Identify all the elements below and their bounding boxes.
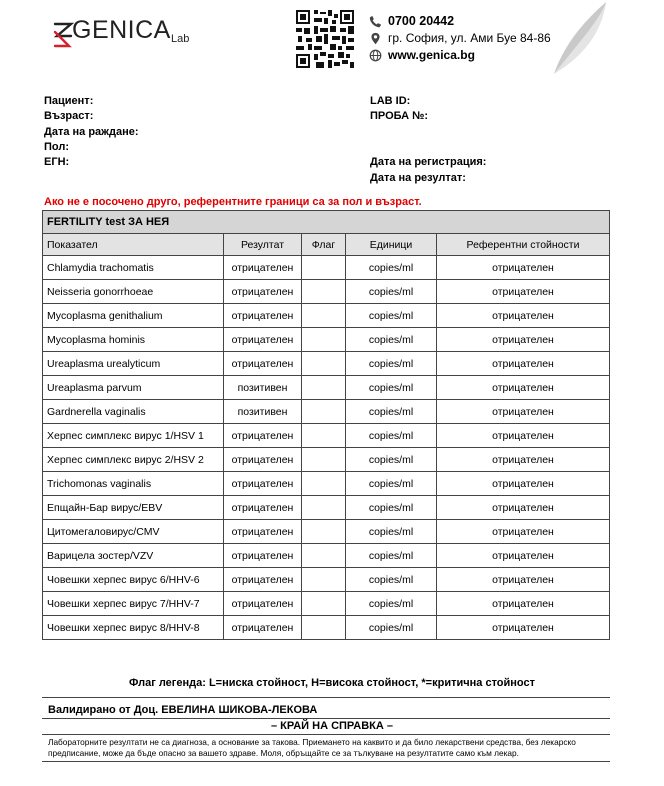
cell-units: copies/ml [346,448,437,472]
table-row [43,568,610,592]
cell-reference: отрицателен [437,280,610,304]
divider [42,734,610,735]
qr-code-icon [296,10,354,68]
column-header-result: Резултат [224,234,302,256]
cell-result: отрицателен [224,568,302,592]
sex-label: Пол: [44,141,70,153]
reference-warning: Ако не е посочено друго, референтните граници са за пол и възраст. [44,196,422,208]
cell-flag [302,616,346,640]
table-row [43,592,610,616]
table-title: FERTILITY test ЗА НЕЯ [43,211,610,234]
table-row [43,376,610,400]
cell-indicator: Trichomonas vaginalis [43,472,224,496]
cell-result: отрицателен [224,256,302,280]
lab-id-label: LAB ID: [370,95,411,107]
validated-by: Валидирано от Доц. ЕВЕЛИНА ШИКОВА-ЛЕКОВА [48,704,318,716]
cell-flag [302,400,346,424]
phone-row [369,14,454,28]
table-row [43,256,610,280]
cell-indicator: Човешки херпес вирус 6/HHV-6 [43,568,224,592]
cell-units: copies/ml [346,304,437,328]
cell-result: отрицателен [224,544,302,568]
cell-units: copies/ml [346,400,437,424]
decorative-swoosh-icon [548,0,664,78]
table-row [43,304,610,328]
cell-result: отрицателен [224,520,302,544]
cell-flag [302,256,346,280]
column-header-units: Единици [346,234,437,256]
table-row [43,400,610,424]
cell-units: copies/ml [346,520,437,544]
cell-reference: отрицателен [437,304,610,328]
cell-flag [302,280,346,304]
table-row [43,448,610,472]
address-row [369,31,551,45]
location-pin-icon [369,32,382,45]
cell-result: позитивен [224,400,302,424]
cell-result: отрицателен [224,472,302,496]
cell-reference: отрицателен [437,544,610,568]
cell-units: copies/ml [346,496,437,520]
flag-legend: Флаг легенда: L=ниска стойност, H=висока стойност, *=критична стойност [128,677,536,689]
cell-reference: отрицателен [437,592,610,616]
cell-result: отрицателен [224,304,302,328]
cell-flag [302,568,346,592]
cell-reference: отрицателен [437,568,610,592]
cell-flag [302,376,346,400]
table-row [43,520,610,544]
divider [42,697,610,698]
sample-number-label: ПРОБА №: [370,110,429,122]
cell-flag [302,304,346,328]
cell-flag [302,496,346,520]
website-row [369,48,475,62]
table-header-row [43,234,610,256]
cell-result: отрицателен [224,328,302,352]
table-row [43,472,610,496]
cell-units: copies/ml [346,256,437,280]
table-title-row [43,211,610,234]
cell-indicator: Mycoplasma hominis [43,328,224,352]
cell-units: copies/ml [346,328,437,352]
globe-icon [369,49,382,62]
divider [42,718,610,719]
cell-units: copies/ml [346,544,437,568]
cell-flag [302,328,346,352]
table-row [43,616,610,640]
cell-indicator: Човешки херпес вирус 8/HHV-8 [43,616,224,640]
cell-result: позитивен [224,376,302,400]
cell-result: отрицателен [224,448,302,472]
cell-units: copies/ml [346,280,437,304]
cell-flag [302,544,346,568]
cell-units: copies/ml [346,568,437,592]
cell-units: copies/ml [346,376,437,400]
cell-indicator: Епщайн-Бар вирус/EBV [43,496,224,520]
result-date-label: Дата на резултат: [370,172,466,184]
age-label: Възраст: [44,110,94,122]
cell-reference: отрицателен [437,376,610,400]
results-table [42,210,610,640]
table-row [43,496,610,520]
cell-reference: отрицателен [437,352,610,376]
cell-units: copies/ml [346,352,437,376]
cell-units: copies/ml [346,592,437,616]
phone-number: 0700 20442 [388,14,455,28]
cell-reference: отрицателен [437,520,610,544]
cell-result: отрицателен [224,592,302,616]
brand-suffix: Lab [171,33,190,45]
cell-indicator: Човешки херпес вирус 7/HHV-7 [43,592,224,616]
cell-indicator: Neisseria gonorrhoeae [43,280,224,304]
birth-date-label: Дата на раждане: [44,126,139,138]
cell-indicator: Mycoplasma genithalium [43,304,224,328]
table-row [43,544,610,568]
end-of-report: – КРАЙ НА СПРАВКА – [270,720,394,732]
table-row [43,328,610,352]
cell-units: copies/ml [346,472,437,496]
registration-date-label: Дата на регистрация: [370,156,487,168]
cell-indicator: Варицела зостер/VZV [43,544,224,568]
cell-result: отрицателен [224,280,302,304]
column-header-indicator: Показател [43,234,224,256]
website-link[interactable]: www.genica.bg [388,48,475,62]
cell-flag [302,592,346,616]
cell-result: отрицателен [224,496,302,520]
address-text: гр. София, ул. Ами Буе 84-86 [388,31,551,45]
brand-name: GENICA [72,16,171,44]
cell-reference: отрицателен [437,424,610,448]
column-header-reference: Референтни стойности [437,234,610,256]
cell-indicator: Цитомегаловирус/CMV [43,520,224,544]
cell-result: отрицателен [224,352,302,376]
table-row [43,280,610,304]
cell-units: copies/ml [346,424,437,448]
table-row [43,352,610,376]
cell-indicator: Chlamydia trachomatis [43,256,224,280]
cell-flag [302,352,346,376]
cell-indicator: Херпес симплекс вирус 1/HSV 1 [43,424,224,448]
cell-reference: отрицателен [437,616,610,640]
divider [42,761,610,762]
phone-icon [369,15,382,28]
genica-logo-mark-icon [52,20,74,50]
cell-indicator: Ureaplasma urealyticum [43,352,224,376]
cell-reference: отрицателен [437,472,610,496]
cell-flag [302,448,346,472]
egn-label: ЕГН: [44,156,70,168]
cell-indicator: Херпес симплекс вирус 2/HSV 2 [43,448,224,472]
cell-result: отрицателен [224,616,302,640]
cell-reference: отрицателен [437,400,610,424]
patient-label: Пациент: [44,95,94,107]
table-row [43,424,610,448]
cell-reference: отрицателен [437,496,610,520]
cell-indicator: Gardnerella vaginalis [43,400,224,424]
cell-indicator: Ureaplasma parvum [43,376,224,400]
cell-flag [302,520,346,544]
cell-reference: отрицателен [437,256,610,280]
cell-units: copies/ml [346,616,437,640]
cell-reference: отрицателен [437,448,610,472]
cell-flag [302,472,346,496]
cell-reference: отрицателен [437,328,610,352]
cell-result: отрицателен [224,424,302,448]
column-header-flag: Флаг [302,234,346,256]
cell-flag [302,424,346,448]
disclaimer: Лабораторните резултати не са диагноза, а основание за такова. Приемането на каквито и да било лекарствени средства, без лекарско предписание, може да бъде опасно за вашето здраве. Моля, обръщайте се за тълкуване на резултатите само към лекар. [48,737,576,758]
